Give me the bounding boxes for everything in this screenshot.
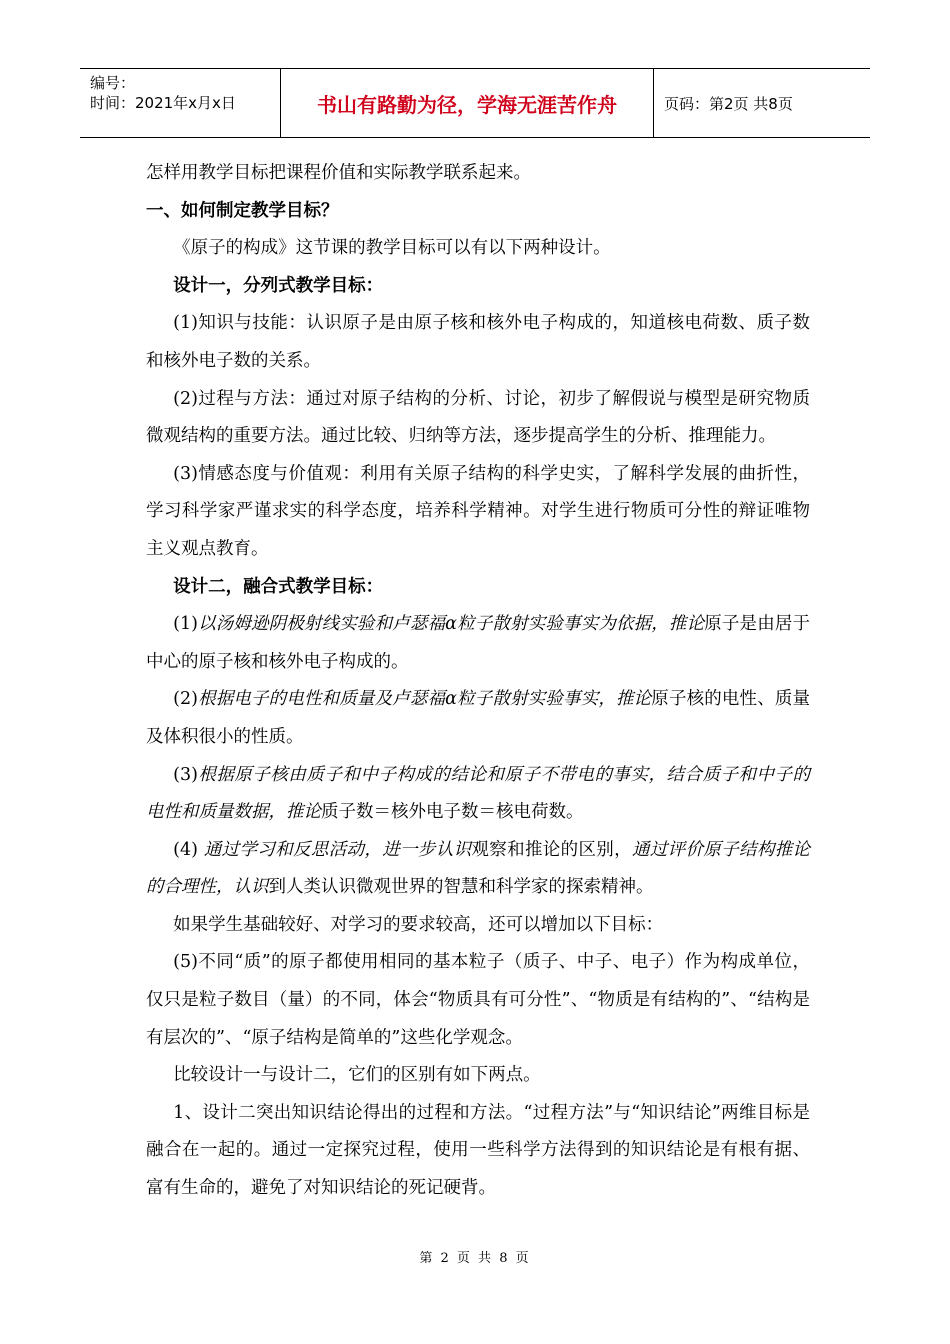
page-header <box>80 68 870 138</box>
design-one-item-1: (1)知识与技能：认识原子是由原子核和核外电子构成的，知道核电荷数、质子数和核外电子数的关系。 <box>146 313 810 371</box>
item-number: (1) <box>173 614 198 635</box>
italic-method-text: 通过学习和反思活动，进一步认识 <box>203 839 472 860</box>
item-number: (4) <box>173 839 204 860</box>
design-two-heading: 设计二，融合式教学目标： <box>173 576 384 597</box>
paragraph-lesson-intro: 《原子的构成》这节课的教学目标可以有以下两种设计。 <box>173 238 611 259</box>
item-text: 原子是由居于中心的原子核和核外电子构成的。 <box>146 614 810 672</box>
item-number: (3) <box>173 764 198 785</box>
comparison-point-1: 1、设计二突出知识结论得出的过程和方法。“过程方法”与“知识结论”两维目标是融合在一起的。通过一定探究过程，使用一些科学方法得到的知识结论是有根有据、富有生命的，避免了对知识结论的死记硬背。 <box>146 1102 810 1199</box>
section-heading: 一、如何制定教学目标？ <box>146 200 339 221</box>
design-two-item-4 <box>146 832 810 907</box>
paragraph-comparison: 比较设计一与设计二，它们的区别有如下两点。 <box>173 1065 541 1086</box>
design-two-item-3 <box>146 757 810 832</box>
page-footer: 第 2 页 共 8 页 <box>419 1251 531 1266</box>
header-motto: 书山有路勤为径，学海无涯苦作舟 <box>281 69 654 137</box>
item-text: 质子数＝核外电子数＝核电荷数。 <box>321 802 584 823</box>
design-one-heading: 设计一，分列式教学目标： <box>173 275 384 296</box>
italic-method-text: 根据电子的电性和质量及卢瑟福α粒子散射实验事实，推论 <box>197 689 652 710</box>
paragraph-intro: 怎样用教学目标把课程价值和实际教学联系起来。 <box>146 163 531 183</box>
design-one-item-3: (3)情感态度与价值观：利用有关原子结构的科学史实，了解科学发展的曲折性，学习科学家严谨求实的科学态度，培养科学精神。对学生进行物质可分性的辩证唯物主义观点教育。 <box>146 463 810 559</box>
document-number-label: 编号： <box>90 74 136 92</box>
italic-method-text: 以汤姆逊阴极射线实验和卢瑟福α粒子散射实验事实为依据，推论 <box>197 614 705 635</box>
item-text: 原子核的电性、质量及体积很小的性质。 <box>146 689 810 747</box>
paragraph-extra-goals: 如果学生基础较好、对学习的要求较高，还可以增加以下目标： <box>173 914 664 935</box>
item-number: (2) <box>173 689 198 710</box>
document-date-label: 时间：2021年x月x日 <box>90 94 236 112</box>
italic-method-text: 根据原子核由质子和中子构成的结论和原子不带电的事实，结合质子和中子的电性和质量数据，推论 <box>146 764 810 823</box>
italic-method-text: 通过评价原子结构推论的合理性，认识 <box>146 839 811 898</box>
header-page-count: 页码：第2页 共8页 <box>664 94 793 113</box>
design-one-item-2: (2)过程与方法：通过对原子结构的分析、讨论，初步了解假说与模型是研究物质微观结构的重要方法。通过比较、归纳等方法，逐步提高学生的分析、推理能力。 <box>146 388 810 447</box>
design-two-item-1 <box>146 606 810 681</box>
document-body <box>146 155 810 1208</box>
design-two-item-2 <box>146 681 810 756</box>
item-text: 到人类认识微观世界的智慧和科学家的探索精神。 <box>268 877 654 898</box>
header-meta <box>80 69 281 137</box>
item-text: 观察和推论的区别， <box>471 839 632 860</box>
extra-goal-item-5: (5)不同“质”的原子都使用相同的基本粒子（质子、中子、电子）作为构成单位，仅只是粒子数目（量）的不同，体会“物质具有可分性”、“物质是有结构的”、“结构是有层次的”、“原子结构是简单的”这些化学观念。 <box>146 952 810 1048</box>
